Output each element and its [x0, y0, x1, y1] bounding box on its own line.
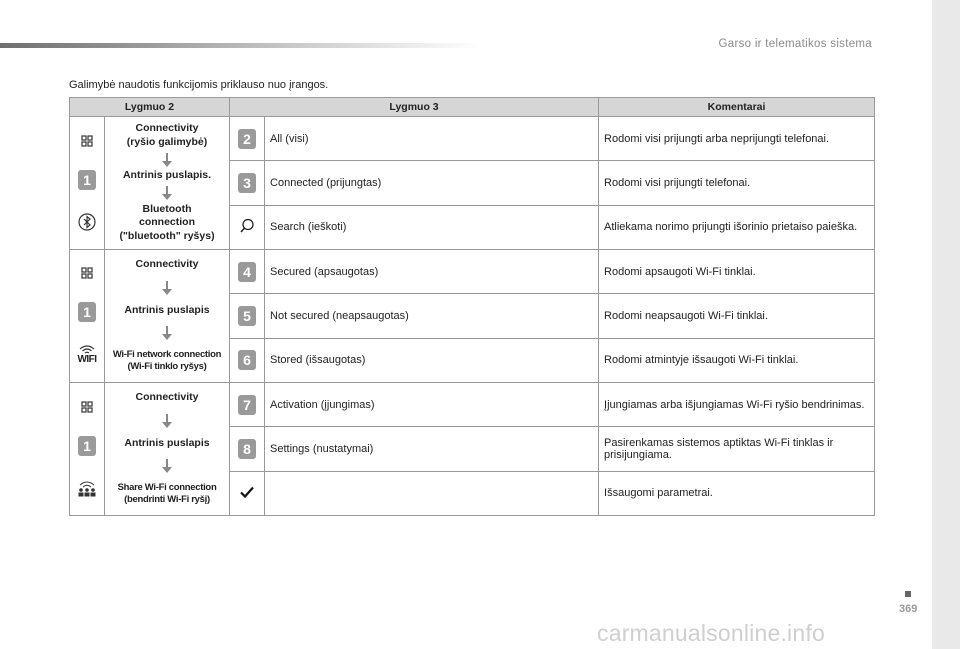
intro-text: Galimybė naudotis funkcijomis priklauso nuo įrangos. — [69, 79, 329, 91]
grid-icon — [81, 401, 93, 413]
number-badge: 2 — [238, 129, 256, 149]
table-row — [70, 383, 875, 427]
wifi-icon — [77, 345, 96, 365]
arrow-down-icon — [162, 459, 172, 473]
num-cell — [230, 161, 265, 205]
level-connectivity: Connectivity — [135, 391, 199, 404]
option-comment: Rodomi visi prijungti telefonai. — [599, 161, 875, 205]
arrow-down-icon — [162, 326, 172, 340]
level-connectivity: Connectivity — [135, 258, 199, 271]
num-cell — [230, 383, 265, 427]
option-comment: Išsaugomi parametrai. — [599, 471, 875, 515]
level-sub-page: Antrinis puslapis — [124, 436, 210, 449]
option-comment: Atliekama norimo prijungti išorinio prietaiso paieška. — [599, 205, 875, 249]
option-label — [265, 471, 599, 515]
watermark: carmanualsonline.info — [597, 620, 825, 646]
table-header-row — [70, 98, 875, 117]
num-cell — [230, 471, 265, 515]
group3-icons — [70, 383, 105, 516]
search-icon — [239, 218, 255, 234]
level-share-wifi: Share Wi-Fi connection (bendrinti Wi-Fi ryšį) — [117, 481, 217, 506]
wifi-label: WIFI — [77, 353, 97, 365]
arrow-down-icon — [162, 153, 172, 167]
settings-table — [69, 97, 875, 516]
option-comment: Rodomi apsaugoti Wi-Fi tinklai. — [599, 250, 875, 294]
option-label: Activation (įjungimas) — [265, 383, 599, 427]
grid-icon — [81, 135, 93, 147]
option-comment: Pasirenkamas sistemos aptiktas Wi-Fi tinklas ir prisijungiama. — [599, 427, 875, 471]
num-cell — [230, 117, 265, 161]
checkmark-icon — [240, 486, 254, 498]
number-badge: 3 — [238, 173, 256, 193]
number-badge: 8 — [238, 439, 256, 459]
level-sub-page: Antrinis puslapis. — [122, 169, 212, 182]
option-label: Stored (išsaugotas) — [265, 338, 599, 382]
header-comments: Komentarai — [599, 98, 875, 117]
side-strip — [932, 0, 960, 649]
header-bar — [0, 43, 480, 48]
level-badge: 1 — [78, 436, 96, 456]
header-title: Garso ir telematikos sistema — [718, 38, 872, 50]
option-comment: Rodomi neapsaugoti Wi-Fi tinklai. — [599, 294, 875, 338]
num-cell — [230, 294, 265, 338]
option-label: Connected (prijungtas) — [265, 161, 599, 205]
page-number: 369 — [899, 603, 918, 615]
arrow-down-icon — [162, 281, 172, 295]
option-comment: Rodomi visi prijungti arba neprijungti telefonai. — [599, 117, 875, 161]
number-badge: 6 — [238, 350, 256, 370]
bluetooth-icon — [78, 213, 96, 231]
page-marker — [905, 591, 911, 597]
grid-icon — [81, 267, 93, 279]
number-badge: 4 — [238, 262, 256, 282]
level-badge: 1 — [78, 170, 96, 190]
arrow-down-icon — [162, 414, 172, 428]
num-cell — [230, 250, 265, 294]
level-connectivity: Connectivity (ryšio galimybė) — [126, 122, 208, 149]
option-label: All (visi) — [265, 117, 599, 161]
number-badge: 7 — [238, 395, 256, 415]
level-bluetooth: Bluetooth connection ("bluetooth" ryšys) — [119, 202, 215, 242]
num-cell — [230, 427, 265, 471]
table-row — [70, 250, 875, 294]
group1-levels — [105, 117, 230, 250]
level-sub-page: Antrinis puslapis — [124, 303, 210, 316]
option-label: Settings (nustatymai) — [265, 427, 599, 471]
group2-icons — [70, 250, 105, 383]
group2-levels — [105, 250, 230, 383]
option-label: Not secured (neapsaugotas) — [265, 294, 599, 338]
header-level2: Lygmuo 2 — [70, 98, 230, 117]
number-badge: 5 — [238, 306, 256, 326]
group1-icons — [70, 117, 105, 250]
option-comment: Rodomi atmintyje išsaugoti Wi-Fi tinklai. — [599, 338, 875, 382]
num-cell — [230, 338, 265, 382]
table-row — [70, 117, 875, 161]
option-label: Search (ieškoti) — [265, 205, 599, 249]
num-cell — [230, 205, 265, 249]
option-comment: Įjungiamas arba išjungiamas Wi-Fi ryšio bendrinimas. — [599, 383, 875, 427]
header-level3: Lygmuo 3 — [230, 98, 599, 117]
share-wifi-icon — [76, 479, 98, 497]
group3-levels — [105, 383, 230, 516]
arrow-down-icon — [162, 186, 172, 200]
level-badge: 1 — [78, 302, 96, 322]
option-label: Secured (apsaugotas) — [265, 250, 599, 294]
level-wifi-connection: Wi-Fi network connection (Wi-Fi tinklo ryšys) — [112, 348, 222, 373]
